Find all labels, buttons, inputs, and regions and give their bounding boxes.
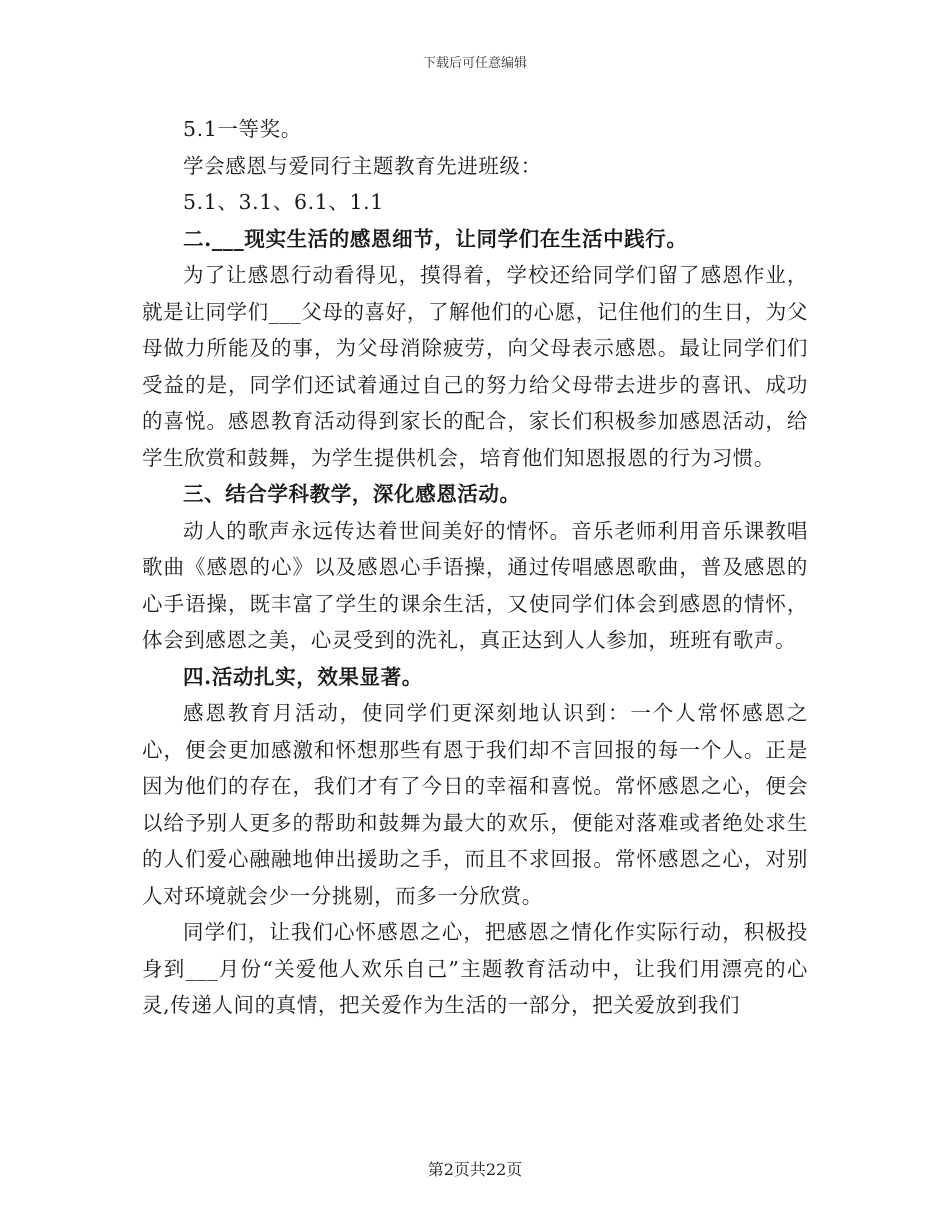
paragraph-effect: 感恩教育月活动，使同学们更深刻地认识到：一个人常怀感恩之心，便会更加感激和怀想那些有恩于我们却不言回报的每一个人。正是因为他们的存在，我们才有了今日的幸福和喜悦。常怀感恩之心，便会以给予别人更多的帮助和鼓舞为最大的欢乐，便能对落难或者绝处求生的人们爱心融融地伸出援助之手，而且不求回报。常怀感恩之心，对别人对环境就会少一分挑剔，而多一分欣赏。: [142, 701, 808, 908]
page-footer: 第2页共22页: [427, 1160, 523, 1179]
section-heading-4: 四.活动扎实，效果显著。: [183, 664, 423, 689]
advanced-class-title: 学会感恩与爱同行主题教育先进班级：: [183, 153, 542, 178]
section-heading-2: 二.___现实生活的感恩细节，让同学们在生活中践行。: [183, 226, 688, 251]
advanced-class-list: 5.1、3.1、6.1、1.1: [183, 190, 384, 214]
document-body: [142, 111, 808, 1024]
paragraph-homework: 为了让感恩行动看得见，摸得着，学校还给同学们留了感恩作业，就是让同学们___父母的喜好，了解他们的心愿，记住他们的生日，为父母做力所能及的事，为父母消除疲劳，向父母表示感恩。最让同学们们受益的是，同学们还试着通过自己的努力给父母带去进步的喜讯、成功的喜悦。感恩教育活动得到家长的配合，家长们积极参加感恩活动，给学生欣赏和鼓舞，为学生提供机会，培育他们知恩报恩的行为习惯。: [142, 263, 808, 470]
section-heading-3: 三、结合学科教学，深化感恩活动。: [183, 482, 521, 506]
paragraph-call-to-action: 同学们，让我们心怀感恩之心，把感恩之情化作实际行动，积极投身到___月份“关爱他人欢乐自己”主题教育活动中，让我们用漂亮的心灵,传递人间的真情，把关爱作为生活的一部分，把关爱放到我们: [142, 920, 808, 1017]
award-line: 5.1一等奖。: [183, 117, 302, 141]
paragraph-music: 动人的歌声永远传达着世间美好的情怀。音乐老师利用音乐课教唱歌曲《感恩的心》以及感恩心手语操，通过传唱感恩歌曲，普及感恩的心手语操，既丰富了学生的课余生活，又使同学们体会到感恩的情怀，体会到感恩之美，心灵受到的洗礼，真正达到人人参加，班班有歌声。: [142, 518, 808, 652]
page-header: 下载后可任意编辑: [422, 56, 527, 71]
